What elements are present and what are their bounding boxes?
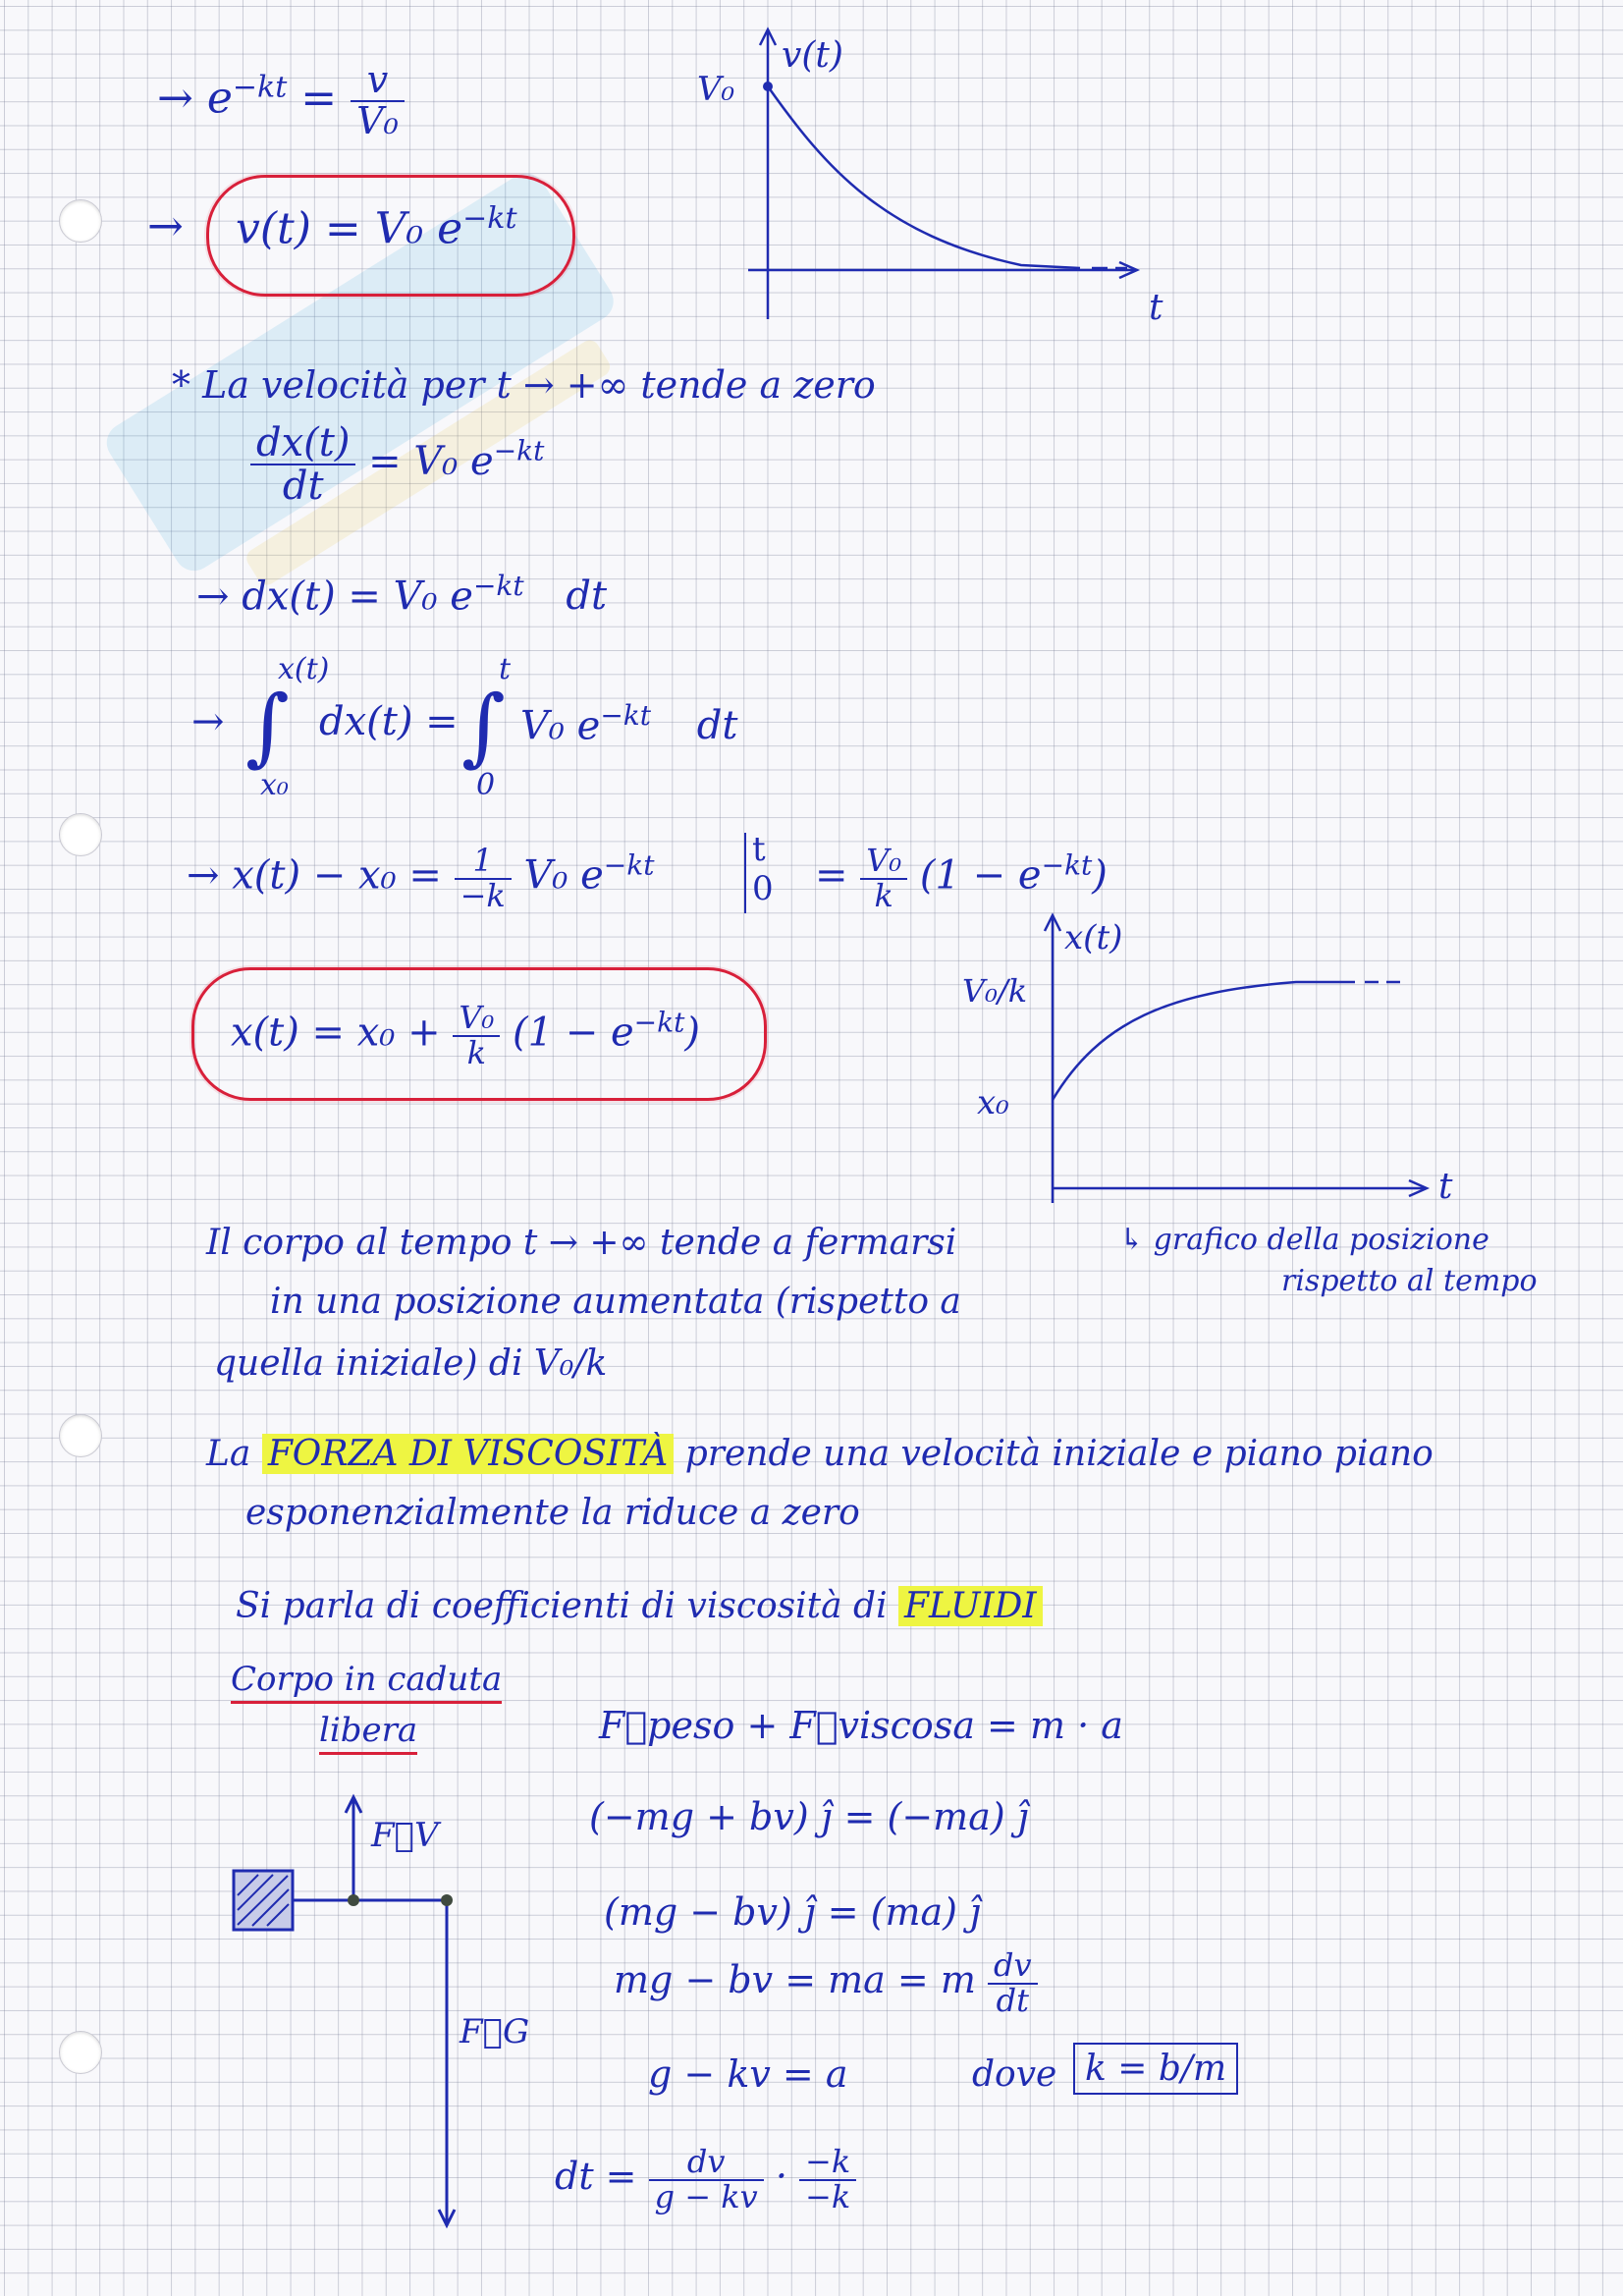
highlight-viscous-force: FORZA DI VISCOSITÀ xyxy=(262,1434,674,1474)
equation-x-result-rhs: = $\frac{\text{V₀}}{k}$ $(1 - e^{-kt})$ xyxy=(815,842,1108,914)
section-title-line1: Corpo in caduta xyxy=(231,1660,502,1699)
graph2-y0-label: x₀ xyxy=(977,1083,1009,1122)
equation-forces-vector-neg: (mg − bv) ĵ = (ma) ĵ xyxy=(604,1890,981,1934)
equation-dx: → dx(t) = V₀ $e^{-kt}$ dt xyxy=(196,570,608,620)
force-gravity-label: F⃗G xyxy=(460,2012,530,2051)
graph2-caption-line1: ↳ grafico della posizione xyxy=(1119,1223,1489,1257)
graph2-x-label: t xyxy=(1438,1167,1453,1207)
integral-middle: dx(t) = xyxy=(319,699,459,744)
graph1-y0-label: V₀ xyxy=(697,70,735,109)
integral-upper-left: x(t) xyxy=(278,652,330,686)
note-velocity-limit: * La velocità per t → +∞ tende a zero xyxy=(172,363,876,407)
binder-hole-lower xyxy=(59,1414,102,1457)
section-title-line2: libera xyxy=(319,1711,417,1750)
integral-sign-right: ∫ xyxy=(461,678,506,776)
equation-newton-derivative: mg − bv = ma = m $\frac{dv}{dt}$ xyxy=(614,1949,1038,2017)
paragraph-rest-line2: in una posizione aumentata (rispetto a xyxy=(270,1282,961,1322)
equation-velocity-result: v(t) = V₀ $e^{-kt}$ xyxy=(236,201,517,254)
equation-forces-sum: F⃗peso + F⃗viscosa = m · a xyxy=(599,1704,1123,1747)
graph2-asymptote-label: V₀/k xyxy=(962,972,1028,1010)
evaluation-bar: t 0 xyxy=(744,833,774,913)
graph2-y-label: x(t) xyxy=(1064,918,1123,957)
paragraph-rest-line3: quella iniziale) di V₀/k xyxy=(214,1343,608,1384)
graph1-x-label: t xyxy=(1149,288,1163,328)
equation-dx-dt: $\frac{dx(t)}{dt}$ = V₀ $e^{-kt}$ xyxy=(250,422,544,507)
paragraph-viscosity-line1: La FORZA DI VISCOSITÀ prende una velocità iniziale e piano piano xyxy=(206,1434,1434,1474)
paragraph-rest-line1: Il corpo al tempo t → +∞ tende a fermarsi xyxy=(206,1223,957,1263)
integral-lower-right: 0 xyxy=(476,768,496,802)
equation-exp-ratio: → $e^{-kt}$ = $\frac{v}{\text{V₀}}$ xyxy=(157,61,405,141)
highlight-fluids: FLUIDI xyxy=(898,1586,1043,1626)
graph-velocity-decay xyxy=(687,20,1198,334)
integral-lower-left: x₀ xyxy=(260,768,289,802)
graph2-caption-line2: rispetto al tempo xyxy=(1281,1264,1538,1298)
paragraph-fluids: Si parla di coefficienti di viscosità di FLUIDI xyxy=(236,1586,1043,1626)
integral-upper-right: t xyxy=(499,652,512,686)
label-dove: dove xyxy=(972,2054,1057,2095)
binder-hole-bottom xyxy=(59,2031,102,2074)
arrow-integral: → xyxy=(191,699,225,744)
binder-hole-top xyxy=(59,199,102,243)
equation-x-minus-x0: → x(t) − x₀ = $\frac{1}{-k}$ V₀ $e^{-kt}$ xyxy=(187,842,655,914)
equation-dt: dt = $\frac{dv}{g - kv}$ · $\frac{-k}{-k}$ xyxy=(555,2146,856,2214)
integral-rhs: V₀ $e^{-kt}$ dt xyxy=(520,699,738,749)
equation-k-definition: k = b/m xyxy=(1073,2043,1238,2095)
equation-position-result: x(t) = x₀ + $\frac{\text{V₀}}{k}$ $(1 - e^{-kt})$ xyxy=(231,999,700,1071)
force-viscous-label: F⃗V xyxy=(371,1816,439,1855)
graph1-y-label: v(t) xyxy=(782,35,843,76)
equation-forces-vector: (−mg + bv) ĵ = (−ma) ĵ xyxy=(589,1795,1029,1838)
free-body-diagram xyxy=(216,1777,530,2239)
arrow-velocity: → xyxy=(147,201,184,251)
integral-sign-left: ∫ xyxy=(245,678,290,776)
graph-position-growth xyxy=(943,903,1492,1218)
paragraph-viscosity-line2: esponenzialmente la riduce a zero xyxy=(245,1493,860,1533)
equation-acceleration: g − kv = a xyxy=(648,2052,848,2096)
binder-hole-middle xyxy=(59,813,102,856)
